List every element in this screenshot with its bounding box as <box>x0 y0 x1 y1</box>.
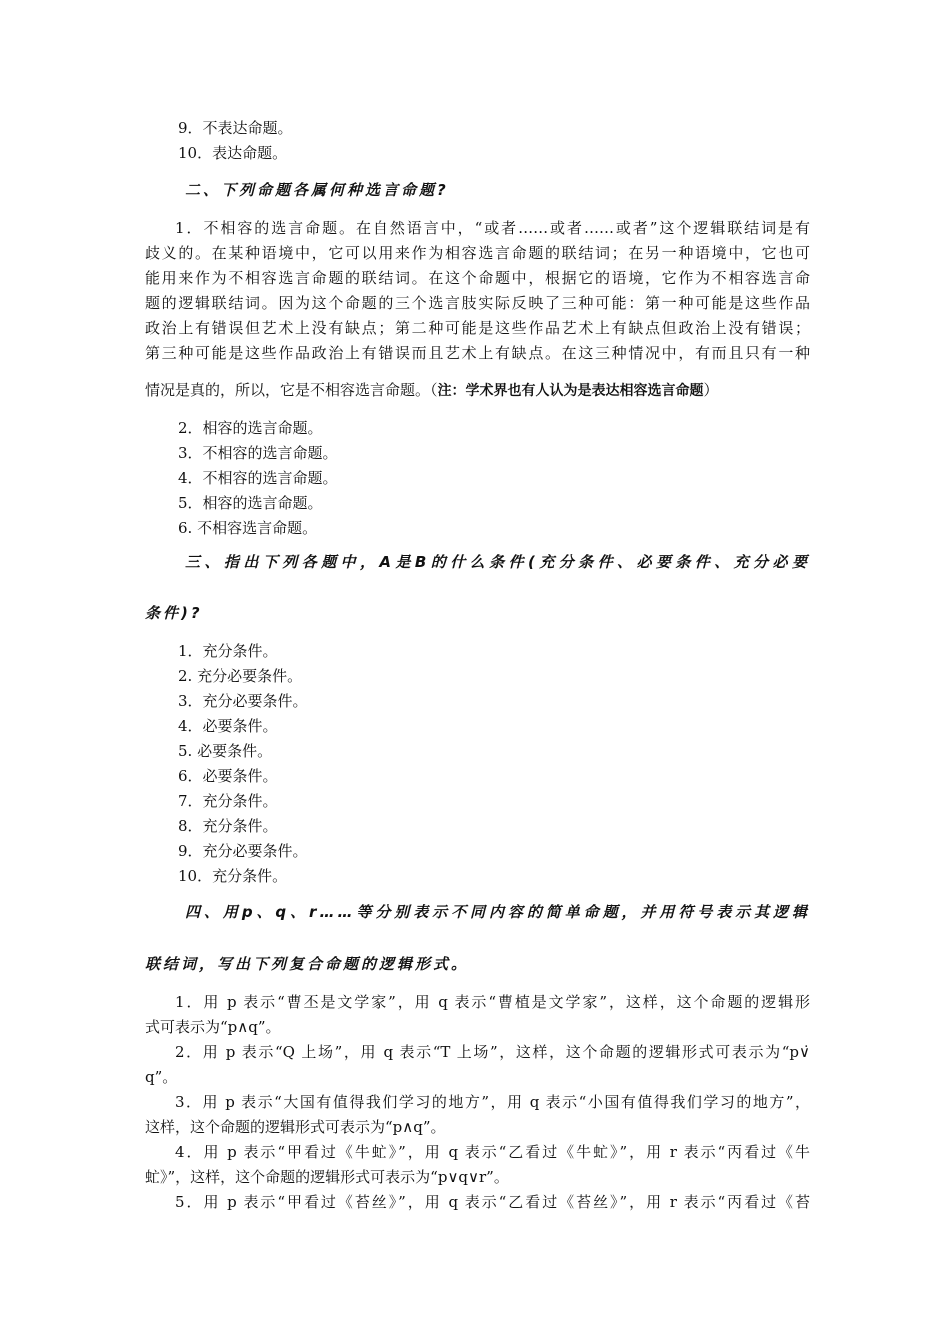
paragraph-line: 2．用 p 表示“Q 上场”，用 q 表示“T 上场”，这样，这个命题的逻辑形式可表示为“p∨̇ <box>175 1043 810 1061</box>
answer-item-10: 10．表达命题。 <box>178 144 288 162</box>
section-heading-3-cont: 条件)? <box>145 604 203 622</box>
paragraph-line: 题的逻辑联结词。因为这个命题的三个选言肢实际反映了三种可能：第一种可能是这些作品 <box>145 294 810 312</box>
answer-item: 5．相容的选言命题。 <box>178 494 323 512</box>
paragraph-line: 这样，这个命题的逻辑形式可表示为“p∧q”。 <box>145 1118 446 1136</box>
answer-item: 8．充分条件。 <box>178 817 278 835</box>
answer-item: 5. 必要条件。 <box>178 742 273 760</box>
paragraph-line: 1．用 p 表示“曹丕是文学家”，用 q 表示“曹植是文学家”，这样，这个命题的逻辑形 <box>175 993 810 1011</box>
section-heading-4: 四、用p、q、r……等分别表示不同内容的简单命题，并用符号表示其逻辑 <box>185 903 810 921</box>
section-heading-2: 二、下列命题各属何种选言命题? <box>185 181 449 199</box>
paragraph-line: 3．用 p 表示“大国有值得我们学习的地方”，用 q 表示“小国有值得我们学习的地方”， <box>175 1093 810 1111</box>
answer-item: 2．相容的选言命题。 <box>178 419 323 437</box>
paragraph-line: 歧义的。在某种语境中，它可以用来作为相容选言命题的联结词；在另一种语境中，它也可 <box>145 244 810 262</box>
answer-item: 3．不相容的选言命题。 <box>178 444 338 462</box>
answer-item: 6．必要条件。 <box>178 767 278 785</box>
paragraph-text: 情况是真的，所以，它是不相容选言命题。（ <box>145 381 438 399</box>
answer-item: 9．充分必要条件。 <box>178 842 308 860</box>
paragraph-line-with-note <box>145 381 810 400</box>
answer-item: 1．充分条件。 <box>178 642 278 660</box>
paragraph-line: 4．用 p 表示“甲看过《牛虻》”，用 q 表示“乙看过《牛虻》”，用 r 表示“丙看过《牛 <box>175 1143 810 1161</box>
paragraph-line: 式可表示为“p∧q”。 <box>145 1018 281 1036</box>
paragraph-line: 政治上有错误但艺术上没有缺点；第二种可能是这些作品艺术上有缺点但政治上没有错误； <box>145 319 810 337</box>
paragraph-line: q”。 <box>145 1068 178 1086</box>
paragraph-line: 虻》”，这样，这个命题的逻辑形式可表示为“p∨q∨r”。 <box>145 1168 509 1186</box>
scholarly-note: 注：学术界也有人认为是表达相容选言命题 <box>437 383 704 399</box>
paragraph-line: 第三种可能是这些作品政治上有错误而且艺术上有缺点。在这三种情况中，有而且只有一种 <box>145 344 810 362</box>
answer-item: 3．充分必要条件。 <box>178 692 308 710</box>
paragraph-text: ） <box>703 381 719 399</box>
paragraph-line: 5．用 p 表示“甲看过《苔丝》”，用 q 表示“乙看过《苔丝》”，用 r 表示“丙看过《苔 <box>175 1193 810 1211</box>
answer-item: 10．充分条件。 <box>178 867 288 885</box>
answer-item: 7．充分条件。 <box>178 792 278 810</box>
answer-item: 6. 不相容选言命题。 <box>178 519 318 537</box>
section-heading-4-cont: 联结词，写出下列复合命题的逻辑形式。 <box>145 955 470 973</box>
section-heading-3: 三、指出下列各题中，A是B的什么条件(充分条件、必要条件、充分必要 <box>185 553 810 571</box>
paragraph-line: 能用来作为不相容选言命题的联结词。在这个命题中，根据它的语境，它作为不相容选言命 <box>145 269 810 287</box>
paragraph-line: 1．不相容的选言命题。在自然语言中，“或者……或者……或者”这个逻辑联结词是有 <box>175 219 810 237</box>
answer-item: 4．不相容的选言命题。 <box>178 469 338 487</box>
answer-item: 2. 充分必要条件。 <box>178 667 303 685</box>
answer-item: 4．必要条件。 <box>178 717 278 735</box>
answer-item-9: 9．不表达命题。 <box>178 119 293 137</box>
